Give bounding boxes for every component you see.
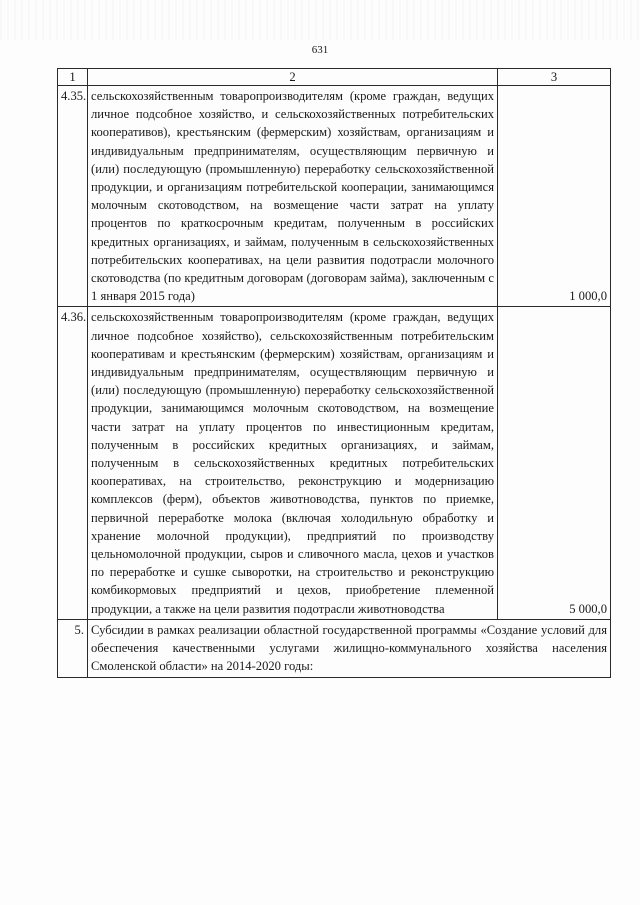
row-description: Субсидии в рамках реализации областной государственной программы «Создание условий для обеспечения качественными услугами жилищно-коммунального хозяйства населения Смоленской области» на 2014-2020 годы: [88,619,611,677]
header-cell-3: 3 [498,69,611,86]
table-row [58,86,611,307]
row-number: 4.36. [58,307,88,619]
table-row [58,307,611,619]
row-number: 4.35. [58,86,88,307]
table-row [58,619,611,677]
scan-artifact [0,0,640,40]
row-amount: 5 000,0 [498,307,611,619]
header-cell-1: 1 [58,69,88,86]
subsidy-table [57,68,611,678]
row-amount: 1 000,0 [498,86,611,307]
header-cell-2: 2 [88,69,498,86]
table-header-row [58,69,611,86]
row-number: 5. [58,619,88,677]
page-number: 631 [311,44,329,56]
row-description: сельскохозяйственным товаропроизводителям (кроме граждан, ведущих личное подсобное хозяйство, и сельскохозяйственных потребительских кооперативов), крестьянским (фермерским) хозяйствам, организациям и индивидуальным предпринимателям, осуществляющим первичную и (или) последующую (промышленную) переработку сельскохозяйственной продукции, и организациям потребительской кооперации, занимающимся молочным скотоводством, на возмещение части затрат на уплату процентов по краткосрочным кредитам, полученным в российских кредитных организациях, и займам, полученным в сельскохозяйственных потребительских кооперативах, на цели развития подотрасли молочного скотоводства (по кредитным договорам (договорам займа), заключенным с 1 января 2015 года) [88,86,498,307]
row-description: сельскохозяйственным товаропроизводителям (кроме граждан, ведущих личное подсобное хозяйство), сельскохозяйственным потребительским кооперативам и крестьянским (фермерским) хозяйствам, организациям и индивидуальным предпринимателям, осуществляющим первичную и (или) последующую (промышленную) переработку сельскохозяйственной продукции, занимающимся молочным скотоводством, на возмещение части затрат на уплату процентов по инвестиционным кредитам, полученным в российских кредитных организациях, и займам, полученным в сельскохозяйственных кредитных потребительских кооперативах, на строительство, реконструкцию и модернизацию комплексов (ферм), объектов животноводства, пунктов по приемке, первичной переработке молока (включая холодильную обработку и хранение молочной продукции), предприятий по производству цельномолочной продукции, сыров и сливочного масла, цехов и участков по переработке и сушке сыворотки, на строительство и реконструкцию комбикормовых предприятий и цехов, приобретение племенной продукции, а также на цели развития подотрасли животноводства [88,307,498,619]
